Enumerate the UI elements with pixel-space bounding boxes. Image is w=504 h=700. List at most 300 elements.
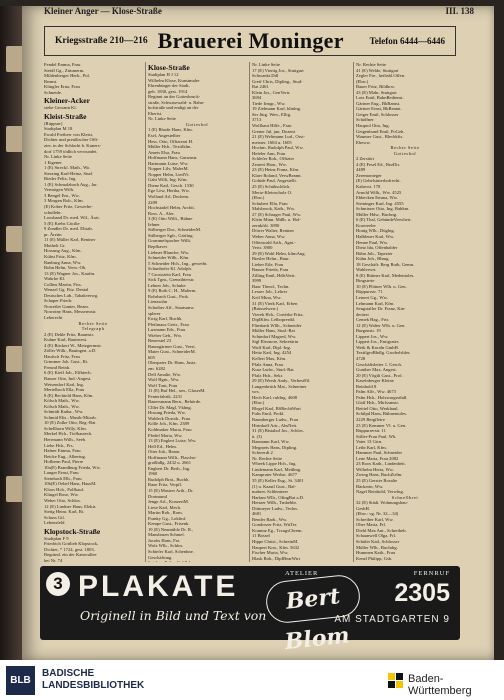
directory-entry: Klingler Erna, Frau — [44, 84, 80, 90]
directory-entry: Dienz Karl, Gesch. 1330 — [148, 182, 194, 188]
directory-entry: 32 (E) Städt. Wohnungsbau- — [356, 500, 409, 506]
directory-entry: 11 Bossel — [252, 533, 270, 539]
directory-entry: 1 Eigener — [44, 159, 62, 165]
street-heading: Kleiner-Acker — [44, 96, 90, 106]
directory-entry: 12 (E) Walter Wlh. u. Gen. — [356, 322, 406, 328]
directory-entry: Bauser Otto, Ind.-Angest. — [44, 375, 92, 381]
directory-entry: 8 (E) Büttner Karl, Medentoles. — [356, 272, 415, 278]
directory-entry: Halbleuer Karl, Ww. — [356, 233, 395, 239]
directory-entry: Engbert Dr. Berh., Ing. — [148, 465, 191, 471]
directory-entry: Begründ. ein der Kaiserallee — [44, 552, 97, 558]
blb-logo: BLB — [6, 666, 35, 695]
directory-entry: Lienzsohn — [148, 299, 168, 305]
directory-entry: Schneide. — [44, 89, 62, 95]
directory-entry: Hoffmann Willi., Flaschn- — [148, 454, 197, 460]
directory-entry: Eheww. — [356, 139, 371, 145]
directory-entry: GesbH. — [356, 505, 370, 511]
directory-entry: Zwing Hans, BuchZtrIm. — [356, 472, 403, 478]
directory-entry: Bender Barb., Ww. — [252, 516, 288, 522]
index-tab — [6, 46, 22, 72]
directory-entry: Sigl Eleonore, Sekretärin — [252, 339, 299, 345]
directory-entry: Liebner Blanche, Ww. — [148, 249, 190, 255]
brewery-advertisement — [44, 26, 456, 56]
directory-entry: Hefeler Ann, Frau — [252, 150, 286, 156]
directory-entry: Ege Löw, Hertha, Ww. — [148, 188, 190, 194]
directory-entry: Klaer Roland, VerwBeamt. — [252, 172, 302, 178]
ad-street-address: AM STADTGARTEN 9 — [334, 614, 450, 625]
directory-entry: Ewig Karl, Buchh. — [148, 316, 183, 322]
index-tab — [6, 476, 22, 502]
directory-entry: Koldmaker Maria, Frau — [148, 427, 192, 432]
directory-entry: Lotz Emil, BahnBedienst. — [356, 95, 404, 101]
directory-entry: Wulf Karl, Dipl.-Ing. — [252, 344, 291, 350]
directory-entry: Stadtplan M 18 — [44, 126, 73, 132]
directory-entry: 4489 — [356, 167, 366, 173]
directory-entry: Bohn Helm, Verw.-Ob. — [44, 265, 87, 271]
directory-entry: bei Nr. 74 — [44, 557, 63, 562]
column-divider — [145, 62, 146, 562]
directory-entry: ü. (3) — [252, 433, 262, 439]
directory-entry: Kuhne Karl, Bauinvest. — [44, 337, 88, 343]
directory-entry: Zeremonieger — [356, 172, 382, 178]
directory-entry: Sick Tgm., Grenzthierstr. — [148, 277, 195, 283]
directory-entry: Jacobs Hans, Frz. — [148, 537, 181, 543]
directory-entry: Bauser Frieda, Frau — [252, 267, 289, 273]
directory-entry: Bäckerin, Ww. — [356, 483, 384, 489]
directory-entry: 31 (E) Vierk Karl, Erben — [252, 300, 298, 306]
directory-entry: Lebensfeld — [44, 520, 65, 526]
directory-entry: Nr. Linke Seite — [252, 62, 280, 67]
directory-entry: (1) u. Kaasil Gust., Bal- — [252, 483, 297, 489]
directory-entry: Kalserst. 178 — [356, 184, 381, 190]
directory-entry: 43 (E) Mahr, Stuttgart — [356, 89, 397, 95]
directory-entry: Palm Hch., Holzwargrsthdl. — [356, 394, 408, 400]
directory-entry: Dell Amalie, Ww. — [148, 371, 182, 377]
directory-entry: Wolf Toni, Frau — [148, 382, 178, 388]
directory-entry: Weik & Koraln GmbH. — [356, 344, 400, 350]
directory-entry: Kühn Joh., Bhmg. — [356, 256, 390, 262]
directory-entry: Pfalz Anna, Frau — [252, 361, 284, 367]
directory-entry: Pfalz Hch., Sekr. — [252, 372, 284, 378]
directory-entry: 27 (E) Schrager Paul, Ww. — [252, 211, 302, 217]
directory-entry: Ewald Freiherr von Kleist, — [44, 131, 93, 137]
directory-entry: Schwerdt 2 — [252, 450, 273, 456]
directory-entry: Wolland Arl, Dechem. — [148, 194, 190, 200]
directory-entry: Ser Jürg. Wen., Elltg. — [252, 111, 292, 117]
directory-entry: (E) Gebelsinterhofrecht. — [356, 178, 401, 184]
directory-entry: Hochstadel Helm, Archit. — [148, 205, 195, 211]
directory-entry: Gondorzer Fritz, WüTer. — [252, 522, 298, 528]
directory-entry: Ebbecken Emma, Ww. — [356, 195, 398, 201]
directory-entry: Glaff Hch., Mirfssmstr. — [356, 400, 399, 406]
directory-entry: Müller Hdw., Buchng. — [356, 211, 398, 217]
directory-entry: Zearert Hsm., Ww. — [252, 161, 287, 167]
directory-entry: Klein Minn. Mdlh. u. Hol- — [252, 217, 301, 223]
directory-entry: Zöller Wilh., Bauingen. a.D. — [44, 348, 97, 354]
directory-entry: Gunther Max, Angest. — [356, 367, 397, 373]
directory-entry: Flimbach Wllh., Schneider — [252, 322, 302, 328]
directory-entry: Schunhofer Kl. Adolph. — [148, 266, 192, 272]
index-tabs — [0, 6, 22, 660]
directory-entry: Schwankt.Ddl — [252, 73, 279, 79]
column-divider — [249, 62, 250, 562]
directory-entry: 25 (E) Gerster Rosalie — [356, 478, 398, 484]
directory-entry: 18 Geschäft: Berg Ruth, Gemn. — [356, 261, 415, 267]
directory-entry: Geiger Emil, Schlosser — [356, 111, 399, 117]
directory-entry: Collins Martin, Fiss. — [44, 281, 82, 287]
directory-entry: Luxmann Erb., Frau — [148, 327, 186, 333]
directory-entry: Lindemann Karl, Meißing. — [252, 466, 302, 472]
directory-entry: Dietz Ida, Offenbalder — [356, 245, 398, 251]
directory-entry: (Ebw.) — [252, 195, 265, 201]
directory-entry: Megmets Hans, Dipling. — [252, 444, 298, 450]
directory-entry: Wolfhaut Hilfe., Frau — [252, 123, 292, 129]
directory-entry: Palm Alfr., Ww. 4673 — [356, 389, 396, 395]
directory-entry: 21 (E) Weltmann Lud., Orst- — [252, 134, 305, 140]
directory-entry: Klein Jos., GenVertr. — [252, 89, 291, 95]
directory-entry: Schäfer Karl, Schlosser — [356, 539, 400, 545]
directory-entry: Hoffmann Hans, Gutsmstr. — [148, 155, 198, 161]
directory-entry: Hech Karl, ruhIng. 4608 — [252, 394, 298, 400]
directory-entry — [148, 560, 246, 562]
directory-entry: Schilpd Hans, Bühnentoles. — [356, 411, 408, 417]
directory-entry: Wieber Geb., Ww. — [148, 332, 182, 338]
directory-entry: Stilberger Sgfr., Gärfing. — [148, 232, 194, 238]
directory-entry: Kurz Ludw., Stud.-Rat — [252, 367, 294, 373]
directory-entry: Liehe Hch., Frs. — [44, 442, 74, 448]
directory-entry: schullehr. — [44, 209, 62, 215]
directory-entry: Waumer Gust., Blechkfts. — [356, 134, 404, 140]
directory-entry: zier, in der Schlacht b. Kuners- — [44, 143, 102, 149]
directory-entry: Esel, Angestellter — [148, 133, 181, 139]
directory-entry: Geschäftsleiter 1. Gesch. — [356, 361, 402, 367]
directory-entry: Beicke Eug., Albertug. — [44, 453, 86, 459]
directory-entry: 3999 — [252, 278, 262, 284]
directory-entry: Nagel Reinhold, Verwlng. — [356, 489, 404, 495]
directory-entry: 23 (E) Heinz Franz, Kfm. — [252, 167, 300, 173]
directory-entry: Mertz-Kleinscholz O. — [252, 189, 293, 195]
directory-entry: Stadtplan F 9 — [44, 535, 69, 541]
directory-entry: Kosereeler — [356, 222, 376, 228]
directory-entry: Schaanwell Olga, Frl. — [356, 533, 397, 539]
directory-entry: Honig Wlh., Düglng. — [356, 228, 395, 234]
directory-entry: Dortmund — [148, 493, 167, 499]
directory-entry: Baumann Karl, Ww. — [252, 439, 290, 445]
directory-entry: Strininger Karl, Ing. 4555 — [356, 200, 404, 206]
ad-number-badge: 3 — [46, 572, 70, 596]
directory-entry: Offenwald Arth., Agnt.- — [252, 239, 296, 245]
directory-entry: Wahrke Kl. — [44, 276, 66, 282]
directory-entry: 23 Roos Kath., Lindenheit. — [356, 461, 406, 467]
directory-entry: Lesser Joh., Lehrer — [252, 289, 288, 295]
directory-entry: 13 (E) Wagner Jos., Kaufm. — [44, 270, 96, 276]
directory-entry: Grimmer Joh. Gust., Rt. — [44, 359, 89, 365]
directory-entry: Nr. Rechte Seite — [252, 455, 282, 461]
directory-entry: Haufsch Fritz, Frau — [44, 353, 80, 359]
directory-entry: Hochm. Rudolph Paul, Ww. — [252, 145, 304, 151]
directory-entry: Deutsches Lab., Tabakverwg. — [44, 292, 99, 298]
directory-entry: Hummen Kath., Frau — [356, 550, 396, 556]
directory-entry: 4728 — [356, 355, 366, 361]
directory-entry: Weber Otto, Schlos. — [44, 498, 81, 504]
directory-entry: Grommelspacher Willi. — [148, 238, 192, 244]
directory-entry: Rlegel Karl, BSRechtWart — [252, 405, 301, 411]
directory-entry: Wolf Hgm., Ww. — [148, 377, 180, 383]
directory-entry: Kellert Max, Kfm. — [252, 355, 287, 361]
directory-entry: Bauersmann Bern., Behörde. — [148, 399, 202, 405]
directory-entry: 17 (E) Viertig Jos., Stuttgart — [252, 67, 304, 73]
column-1 — [44, 62, 142, 562]
directory-entry: 5 Schneider Hch., Ing., gewerbt. — [148, 260, 208, 266]
directory-entry: Kommz Eg., TrzugsChrem. — [252, 527, 303, 533]
directory-entry: 3 (E) Otto Willi., Bühne — [148, 216, 193, 222]
directory-entry: Sengstaller Dr. Franz, Kin- — [356, 306, 406, 312]
directory-entry: Stiller-Frau Paul, Wh. — [356, 433, 397, 439]
directory-entry: Greif Chris, Dipling., Stud- — [252, 78, 303, 84]
directory-entry: Lehmann Karl, Kfm. — [356, 300, 395, 306]
directory-entry: Hess. Otto, Offizierat H. — [148, 138, 194, 144]
directory-entry: Weber Anna, Ww. — [252, 233, 286, 239]
directory-entry: 7 Grossstein Karl, Frau — [148, 271, 191, 277]
directory-entry: wrs. — [252, 389, 260, 395]
street-heading: Kleist-Straße — [44, 111, 87, 121]
directory-entry: geb. 1830, gest. 1914 — [148, 88, 188, 94]
directory-entry: Blask Rob., DipIBearWirt — [252, 555, 301, 561]
directory-entry: Bühn Joh., Tapezier — [356, 250, 393, 256]
directory-entry: 41 (E) Welde, Stuttgart — [356, 67, 399, 73]
directory-entry: 6 (E) Kieff Joh., Elfbtech. — [44, 370, 92, 376]
header-page-number: III. 138 — [445, 6, 474, 16]
directory-entry: 9 Zondler Dr. med. Elisab. — [44, 226, 93, 232]
directory-entry: Burgenstr. 19 — [356, 328, 381, 334]
directory-entry: 12 (E) Lindner Hans, Elektr. — [44, 503, 97, 509]
directory-entry: Loosband Dr. med. Wil., Ärzt. — [44, 215, 100, 221]
directory-entry: Iehner — [148, 221, 160, 227]
directory-entry: 10 (E) Zolke Otto, Reg.-Rat — [44, 420, 96, 426]
directory-entry: 35 (E) Keller Eug., St. 3401 — [252, 478, 304, 484]
directory-entry: Schiefer Karl, Schenhne. — [148, 549, 194, 555]
directory-entry: mabrer, Schlenterer — [252, 489, 289, 495]
directory-entry: Steidl Gg., Zimmerm. — [44, 67, 85, 73]
directory-entry: Nr. Rechte Seite — [356, 62, 386, 67]
directory-entry: Gotteshof — [185, 121, 209, 127]
directory-entry: Lieher Eile, Frau — [252, 261, 284, 267]
directory-entry: Nr. Linke Seite — [148, 116, 176, 122]
directory-entry: straße, Schwarzwald- u. Bahn- — [148, 99, 205, 105]
bw-label: Baden-Württemberg — [408, 673, 472, 697]
column-4 — [356, 62, 454, 562]
directory-entry: Pfedel Maria, Ww. — [148, 432, 183, 438]
directory-entry: Maier Gust., SchneiderM. — [148, 349, 196, 355]
baden-wuerttemberg-icon — [388, 673, 403, 688]
directory-entry: Beginnt an der Gottesbruck- — [148, 94, 201, 100]
directory-entry: (Brüsselwerr.) — [252, 306, 279, 312]
directory-entry: Klingel Rose, Ww. — [44, 492, 79, 498]
ad-title: PLAKATE — [78, 570, 239, 603]
library-footer — [0, 660, 504, 700]
directory-entry: Leberecht — [44, 314, 63, 320]
directory-entry: Waldeck Dorotb., Frau — [148, 415, 190, 421]
directory-entry: Kaselnberger Kleine — [356, 378, 394, 384]
directory-entry: Nr. Linke Seite — [44, 154, 72, 160]
directory-entry: Baumberger Ludw., Frau — [252, 417, 299, 422]
directory-entry: 3 Bengel Em., Ww. — [44, 192, 80, 198]
directory-entry: 13 (E) Englert Luise, Ww. — [148, 438, 197, 444]
directory-entry: Leinert Gg., Ww. — [356, 294, 388, 300]
directory-entry: 31 (E) Bistahol Jos., Schlos. — [252, 428, 304, 434]
directory-entry: Mertelbach Ella, Frau — [44, 387, 85, 393]
directory-entry: Henne Paul, Ww. — [356, 239, 389, 245]
directory-entry: Tiede Irmgr., Ww. — [252, 100, 286, 106]
directory-entry: Wilhelm Herta, Ww. — [356, 466, 394, 472]
directory-entry: Rudolph Brat., Buchh. — [148, 476, 190, 482]
street-heading: Klose-Straße — [148, 63, 190, 72]
directory-entry: Müller Hch., Textilklm. — [148, 144, 192, 150]
directory-entry — [356, 561, 454, 562]
directory-entry: 4 (E) Rückert W., Metzgermstr. — [44, 342, 102, 348]
directory-entry: (Ebw.: vg. Nr. 32—34) — [356, 511, 399, 517]
directory-entry: Schaper Friedr. — [44, 298, 73, 304]
directory-entry: Hell Ed., Helm. — [148, 443, 177, 449]
page-header — [44, 6, 474, 20]
directory-entry: Repfhaver — [148, 243, 168, 249]
directory-entry: Schneider Wilh., Kfm. — [148, 255, 190, 261]
directory-entry: 3694 — [252, 95, 262, 101]
directory-entry: Schindorf Magred, Ww. — [252, 333, 297, 339]
directory-entry: Beuerstel 23 — [148, 338, 172, 344]
directory-entry: Rohrbach Gust., Prok. — [148, 293, 189, 299]
directory-entry: Hofherm Paul, Pierre — [44, 459, 84, 465]
directory-entry: 10b(E) Oehel Hans, HausM. — [44, 481, 97, 487]
directory-entry: Lene Maria, Frau 2082 — [356, 455, 399, 461]
directory-entry: Biesler Helm., Baur. — [252, 256, 290, 262]
directory-entry: Müller Hans, Stud.-Rat — [252, 328, 295, 334]
directory-entry: Gotteshof — [393, 150, 417, 156]
directory-entry: 5 (E) Krebs Cäcilie — [44, 220, 80, 226]
directory-entry: Pfeilmaus Gertr., Frau — [148, 321, 189, 327]
directory-entry: Arnold Wilh., Ww. 4525 — [356, 189, 402, 195]
header-streets: Kleiner Anger — Klose-Straße — [44, 6, 162, 16]
directory-entry: Wheek Lippe Hch., Ing. — [252, 461, 297, 467]
index-tab — [6, 226, 22, 252]
directory-entry: Vermögen Wilh. — [44, 187, 75, 193]
directory-entry: TextilgroBhdlg. Groderlshler. — [356, 350, 411, 356]
directory-entry: Ross. A., Aler. — [148, 210, 175, 216]
directory-entry: Schubert Ella, Frau — [252, 200, 288, 206]
directory-entry: Liese Karl, Mech. — [148, 504, 182, 510]
directory-entry: Gärtner Ernst, BkBeamt. — [356, 106, 402, 112]
directory-entry: Muthelt Gr. — [44, 242, 66, 248]
directory-entry: 19 (E) Neumühle Dr. R., — [148, 526, 194, 532]
directory-entry: Schlefer Rob., Offizier — [252, 156, 295, 162]
column-3 — [252, 62, 350, 562]
directory-entry: 11 (E) Müller Karl, Rentner — [44, 237, 96, 243]
directory-entry: Clllet Dr. Magl, Vkhng. — [148, 404, 192, 410]
directory-entry: Hippe Christ., SchreinM. — [252, 539, 299, 545]
directory-entry: 3 Morgen Rob., Kfm. — [44, 198, 84, 204]
directory-entry: Fischer Maria, Ww. — [252, 550, 289, 556]
directory-entry: Lehner Joh., Schuhe — [148, 282, 186, 288]
directory-entry: siehe Gewann Kl. — [44, 105, 77, 111]
directory-entry: Kölsch Math., Ww. — [44, 398, 80, 404]
directory-entry: 23 (E) Kemmer Vl. u. Gen. — [356, 422, 407, 428]
directory-entry: Schreiber Karl, Ww. — [356, 516, 394, 522]
directory-entry: Vater 13 Grtn. — [356, 439, 383, 445]
directory-entry: Wolz Wlh., Schlos. — [148, 543, 184, 549]
ad-tagline: Originell in Bild und Text von — [80, 608, 267, 623]
directory-entry: Rüppurrerstr. 11 — [356, 428, 386, 434]
directory-entry: 15 (E) Mastrer Arth., Dr. — [148, 488, 194, 494]
directory-entry: 1960 — [148, 471, 158, 477]
directory-entry: Kühst Fritz, Kfm. — [44, 253, 77, 259]
directory-entry: Kamprater Werbst. 4677 — [252, 472, 298, 478]
atelier-logo: Bert Blom — [264, 573, 362, 625]
directory-entry: hofstraße und endigt an der — [148, 105, 199, 111]
directory-columns — [44, 62, 456, 562]
directory-entry: (Ebw.) — [356, 78, 369, 84]
directory-entry: 1 (E) Schmalzbach Aug., Jur. — [44, 181, 98, 187]
directory-entry: Ehrenbürger der Stadt, — [148, 83, 190, 89]
directory-entry: Baumgärtner Gust., Verst. — [148, 343, 196, 349]
directory-entry: Hammer Paul, Schneider — [356, 450, 403, 456]
ad-fernruf-label: FERNRUF — [413, 570, 450, 577]
directory-entry: Freund Reinh. — [44, 364, 71, 370]
directory-entry: Mildenberger Herb., Pol. — [44, 73, 90, 79]
directory-entry: Stadtplan H J 12 — [148, 72, 179, 77]
directory-entry: Hirinkoff Artr., AbsNett. — [252, 422, 298, 428]
directory-entry: Dichter, * 1724, gest. 1803, — [44, 546, 95, 552]
directory-entry: Reinhold 8 — [356, 383, 377, 389]
directory-entry: Hosung Frieda, Ww. — [148, 410, 186, 416]
ad-atelier-label: ATELIER — [285, 570, 319, 577]
directory-entry: Geschäftung. — [148, 554, 173, 560]
directory-entry: Oher Maria, Frl. — [356, 522, 387, 528]
directory-entry: Banburg Anna, Ww. — [44, 259, 82, 265]
directory-entry: Ebertst. — [148, 110, 163, 116]
directory-entry: Wahlerwrt. — [356, 267, 377, 273]
ad-address: Kriegsstraße 210—216 — [55, 36, 148, 46]
directory-entry: (E) Kober Fritz, Gewerbe- — [44, 204, 93, 210]
directory-entry: Hartmann Luise, Ww. — [148, 160, 189, 166]
directory-entry: 2209 — [148, 199, 158, 205]
directory-entry: Rechte Seite — [78, 320, 108, 326]
directory-entry: 29 (E) Wersh Andy., VerbestFil. — [252, 378, 311, 384]
directory-entry: Haupert Kon., Kfm. 5632 — [252, 544, 300, 550]
ad-phone-number: 2305 — [394, 579, 450, 607]
directory-entry: Vertr. 3900 — [252, 245, 273, 251]
directory-entry: Wilhelm Klose, Kunstmaler — [148, 77, 200, 83]
directory-entry: Grener Jul. jun. Dozent — [252, 128, 295, 134]
directory-entry: Dittmeyer Ludw., Techn. — [252, 505, 298, 511]
directory-entry: Jenge Arl., KonzertM. — [148, 499, 189, 505]
poster-advertisement — [40, 566, 460, 656]
blb-name — [42, 668, 144, 692]
directory-entry: Hertzer Wilh., Tmbehbr. — [252, 500, 297, 506]
directory-entry: Oberpaier Dr. Hans, Justz. — [148, 360, 197, 366]
directory-entry: derärzt — [356, 311, 369, 317]
directory-entry: Lippert Jos., Emigrates — [356, 339, 399, 345]
directory-entry: Dichter und preußischer Offi- — [44, 137, 99, 143]
directory-entry: Beittel Otto, Werkhaul. — [356, 405, 399, 411]
directory-entry: Gabi Willi, Ing. Kfm. — [148, 177, 188, 183]
directory-entry: Diehl Max Ant., Schreibelr. — [356, 527, 407, 533]
directory-entry: Schmisser Otto, Ing. Bahkm. — [356, 206, 410, 212]
directory-entry: Schmid Elis., Musik-Mitarb. — [44, 414, 97, 420]
directory-entry: 605 — [148, 354, 155, 360]
directory-entry: Zilling Emil, HdlsVertr. — [252, 272, 296, 278]
directory-entry: (Rüppurr) — [44, 120, 63, 126]
directory-entry: Kempe Gust., Frisenk. — [148, 521, 190, 527]
